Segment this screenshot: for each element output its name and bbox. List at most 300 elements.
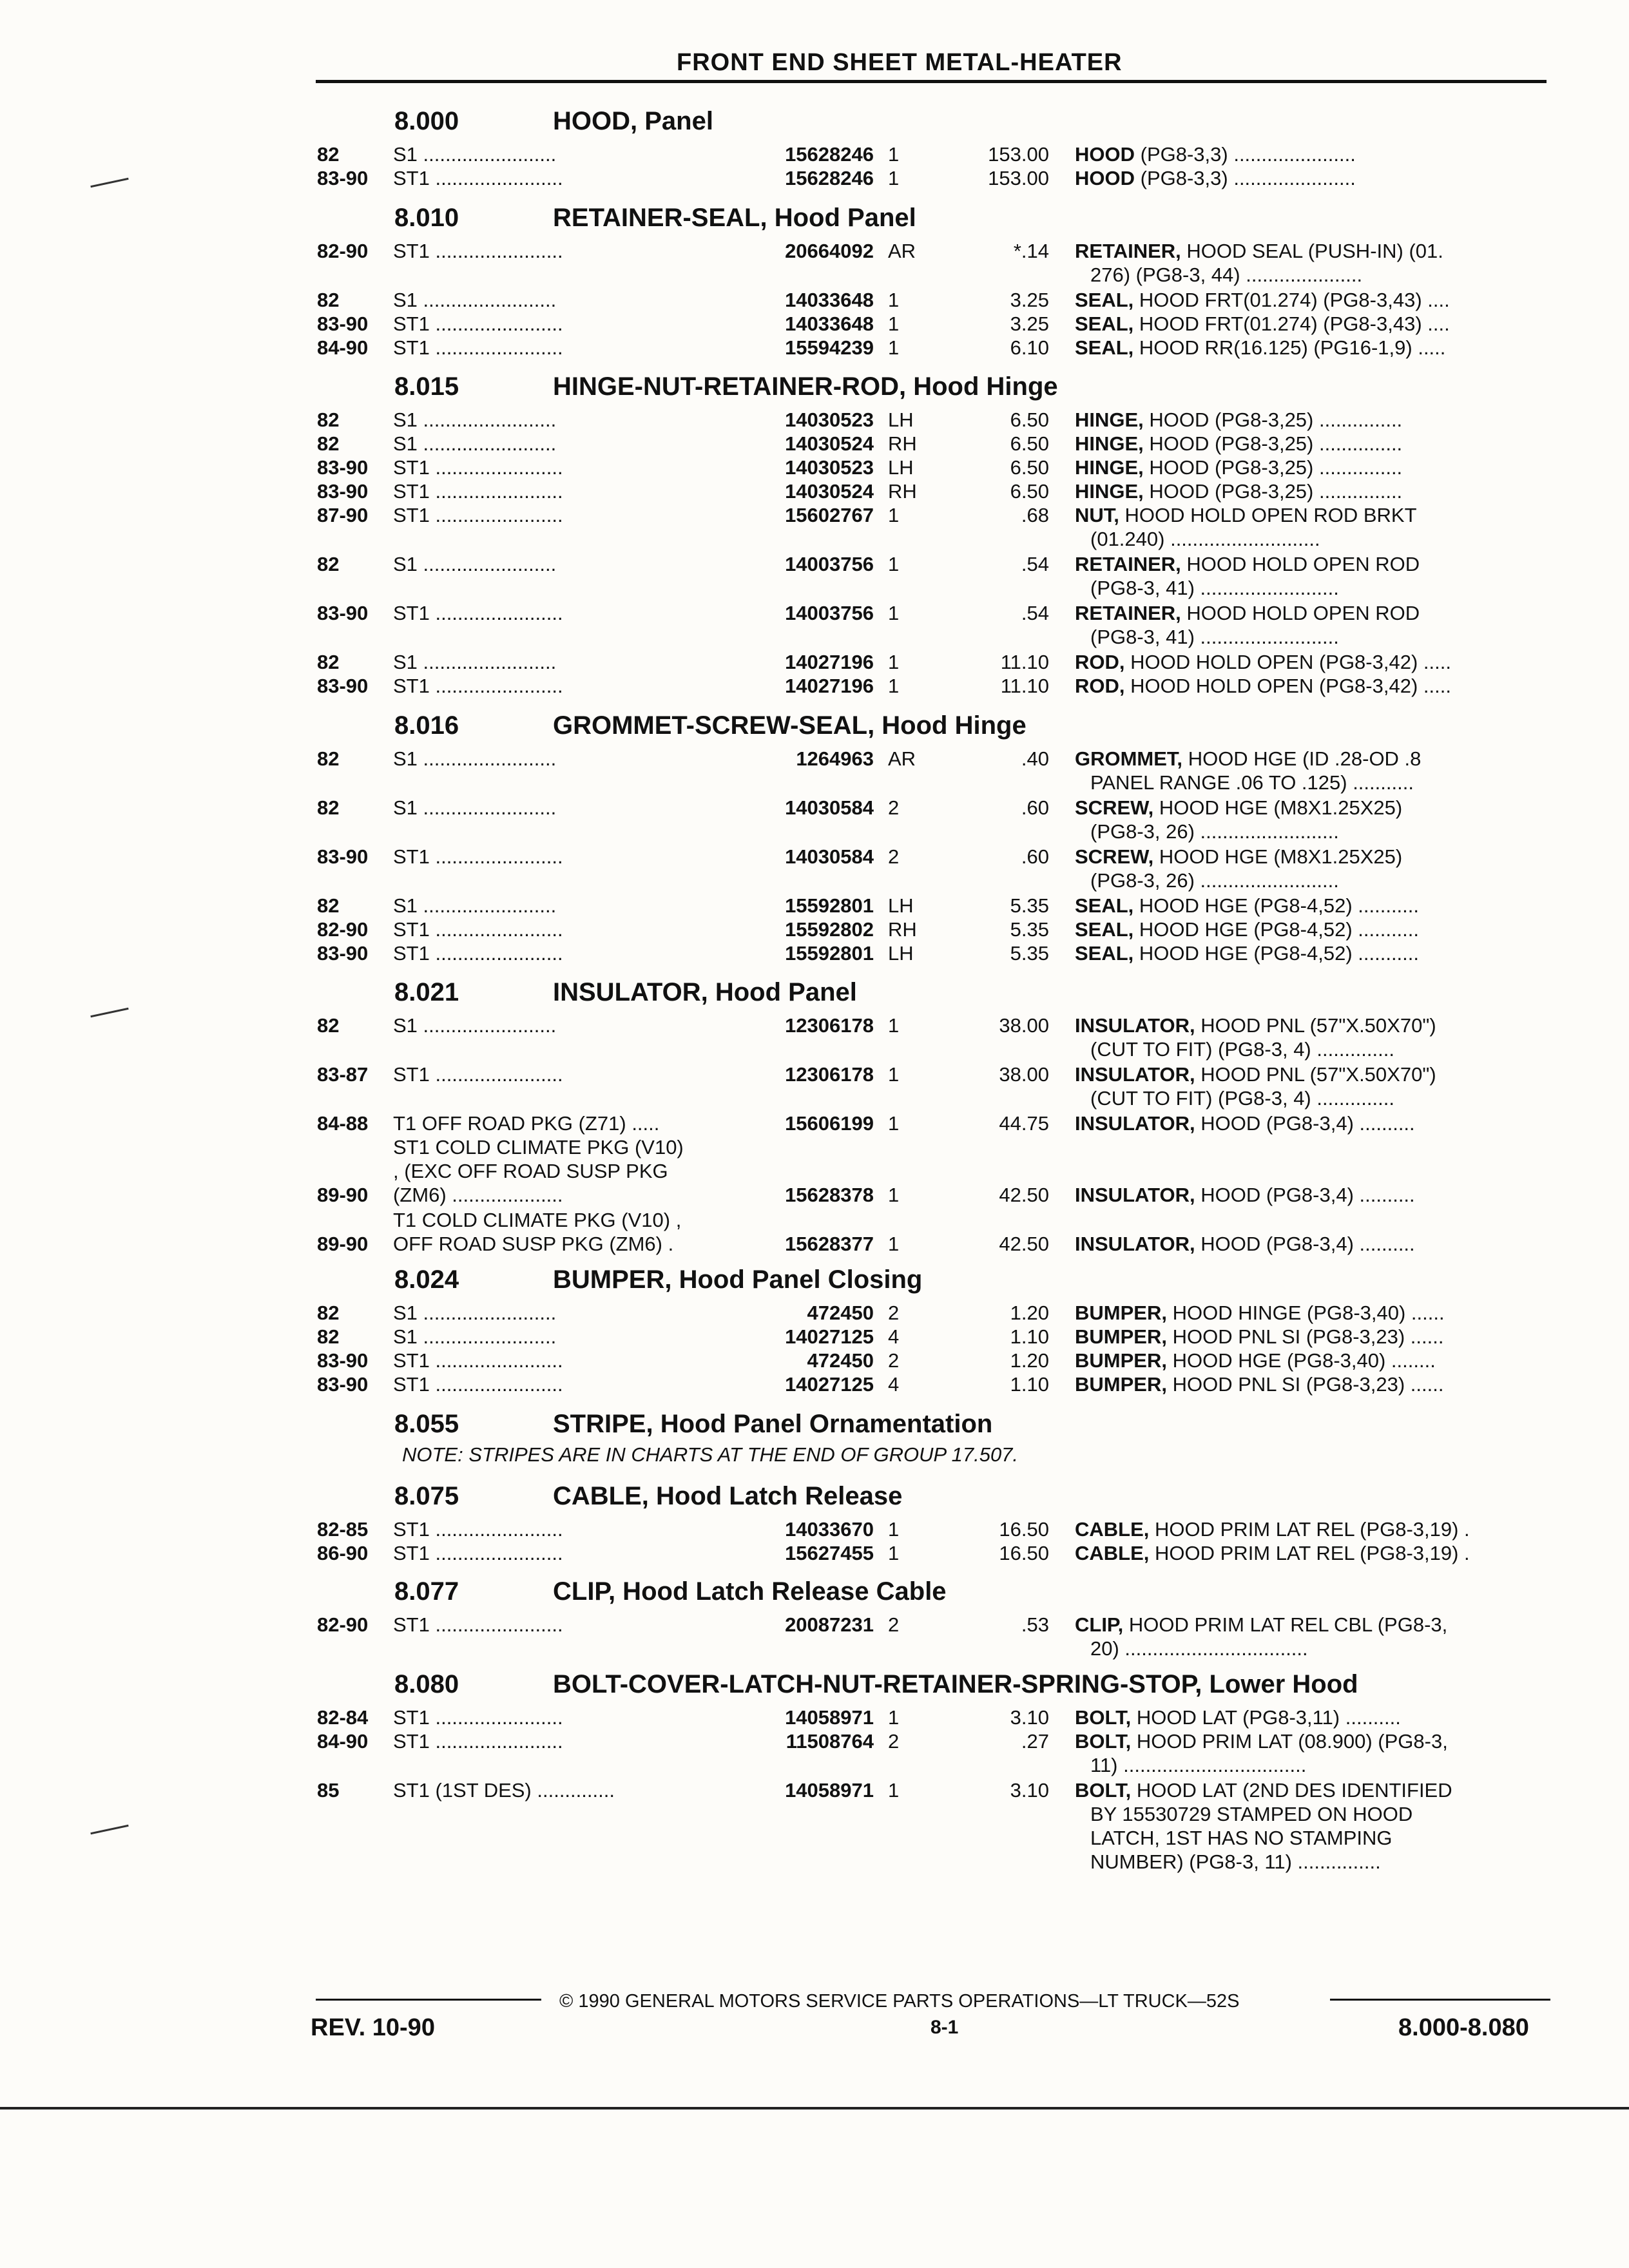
price: .53 [1021, 1613, 1049, 1636]
part-detail: HOOD PRIM LAT REL (PG8-3,19) . [1155, 1542, 1470, 1564]
price: 42.50 [999, 1233, 1049, 1255]
part-description [1075, 167, 1552, 190]
quantity: 1 [888, 1542, 900, 1564]
part-number: 14058971 [785, 1706, 874, 1729]
part-name: BOLT, [1075, 1779, 1132, 1802]
part-number: 14058971 [785, 1779, 874, 1802]
part-detail: HOOD HGE (M8X1.25X25) [1159, 845, 1403, 868]
row-line [0, 651, 1629, 675]
quantity: LH [888, 456, 914, 479]
row-line [0, 1209, 1629, 1233]
part-detail: HOOD (PG8-3,25) ............... [1149, 408, 1403, 431]
row-line [0, 1827, 1629, 1850]
quantity: 1 [888, 651, 900, 673]
quantity: 1 [888, 675, 900, 697]
part-name: INSULATOR, [1075, 1014, 1195, 1037]
part-detail: HOOD PRIM LAT REL CBL (PG8-3, [1128, 1613, 1448, 1636]
row-line [0, 1518, 1629, 1542]
part-name: RETAINER, [1075, 240, 1181, 262]
row-line [0, 264, 1629, 287]
parts-row [0, 651, 1629, 675]
quantity: 1 [888, 1779, 900, 1802]
part-name: INSULATOR, [1075, 1063, 1195, 1086]
part-detail: HOOD HOLD OPEN ROD [1186, 553, 1420, 575]
part-name: SEAL, [1075, 289, 1134, 311]
quantity: LH [888, 894, 914, 917]
part-detail: HOOD (PG8-3,25) ............... [1149, 456, 1403, 479]
model-code: S1 ........................ [393, 1325, 557, 1348]
price: 5.35 [1010, 942, 1049, 965]
copyright-text: © 1990 GENERAL MOTORS SERVICE PARTS OPERATIONS—LT TRUCK—52S [559, 1991, 1240, 2012]
model-code: ST1 ....................... [393, 480, 563, 503]
model-code: S1 ........................ [393, 553, 557, 575]
quantity: AR [888, 240, 916, 262]
part-name: BUMPER, [1075, 1325, 1167, 1348]
section-heading [0, 1667, 1629, 1704]
model-code: ST1 ....................... [393, 942, 563, 965]
page-title: FRONT END SHEET METAL-HEATER [677, 49, 1123, 76]
part-description [1075, 480, 1552, 503]
price: 38.00 [999, 1014, 1049, 1037]
row-line [0, 1850, 1629, 1874]
model-year: 82-85 [317, 1518, 369, 1541]
model-year: 83-90 [317, 167, 369, 189]
quantity: 2 [888, 845, 900, 868]
model-year: 84-90 [317, 1730, 369, 1753]
part-description [1075, 918, 1552, 941]
part-description [1075, 1302, 1552, 1325]
part-detail: HOOD PNL (57"X.50X70") [1200, 1063, 1436, 1086]
part-name: INSULATOR, [1075, 1112, 1195, 1135]
row-line [0, 820, 1629, 844]
quantity: 2 [888, 1613, 900, 1636]
part-number: 15628377 [785, 1233, 874, 1255]
row-line [0, 1542, 1629, 1566]
price: .60 [1021, 796, 1049, 819]
section-number: 8.077 [394, 1577, 459, 1606]
price: 6.50 [1010, 456, 1049, 479]
header-rule [316, 80, 1547, 83]
model-code: , (EXC OFF ROAD SUSP PKG [393, 1160, 668, 1182]
row-line [0, 1014, 1629, 1038]
row-line [0, 771, 1629, 795]
model-year: 82 [317, 747, 340, 770]
model-year: 82 [317, 1325, 340, 1348]
part-number: 15592802 [785, 918, 874, 941]
price: .40 [1021, 747, 1049, 770]
parts-row [0, 1325, 1629, 1349]
model-code: ST1 ....................... [393, 240, 563, 262]
part-detail: (PG8-3,3) ...................... [1140, 167, 1356, 189]
part-number: 15594239 [785, 336, 874, 359]
price: 38.00 [999, 1063, 1049, 1086]
section-number: 8.016 [394, 711, 459, 740]
part-description [1075, 1518, 1552, 1541]
part-name: RETAINER, [1075, 602, 1181, 624]
row-line [0, 894, 1629, 918]
row-line [0, 942, 1629, 966]
row-line [0, 1349, 1629, 1373]
row-line [0, 845, 1629, 869]
part-name: SEAL, [1075, 312, 1134, 335]
price: .60 [1021, 845, 1049, 868]
row-line [0, 602, 1629, 626]
part-detail: HOOD FRT(01.274) (PG8-3,43) .... [1139, 312, 1450, 335]
model-code: S1 ........................ [393, 289, 557, 311]
quantity: RH [888, 480, 917, 503]
price: 3.10 [1010, 1706, 1049, 1729]
part-detail: HOOD SEAL (PUSH-IN) (01. [1186, 240, 1443, 262]
part-detail: HOOD HOLD OPEN ROD [1186, 602, 1420, 624]
quantity: RH [888, 918, 917, 941]
part-detail: HOOD (PG8-3,4) .......... [1200, 1184, 1415, 1206]
row-line [0, 167, 1629, 191]
part-detail: HOOD HGE (M8X1.25X25) [1159, 796, 1403, 819]
price: .27 [1021, 1730, 1049, 1753]
price: 3.25 [1010, 312, 1049, 335]
section-title: HINGE-NUT-RETAINER-ROD, Hood Hinge [553, 372, 1058, 401]
parts-row [0, 1063, 1629, 1111]
part-detail: HOOD HGE (PG8-4,52) ........... [1139, 894, 1420, 917]
part-description-cont: 11) ................................. [1090, 1754, 1307, 1776]
row-line [0, 626, 1629, 649]
part-number: 14030584 [785, 845, 874, 868]
quantity: 4 [888, 1373, 900, 1396]
part-name: HINGE, [1075, 456, 1144, 479]
quantity: 1 [888, 1706, 900, 1729]
part-description-cont: 276) (PG8-3, 44) ..................... [1090, 264, 1363, 286]
part-detail: HOOD HGE (PG8-3,40) ........ [1172, 1349, 1436, 1372]
model-year: 82 [317, 289, 340, 311]
model-year: 87-90 [317, 504, 369, 526]
model-code: ST1 ....................... [393, 167, 563, 189]
part-description [1075, 1184, 1552, 1207]
quantity: 2 [888, 1302, 900, 1324]
part-number: 11508764 [786, 1730, 874, 1753]
parts-row [0, 289, 1629, 312]
model-code: ST1 ....................... [393, 336, 563, 359]
model-code: ST1 (1ST DES) .............. [393, 1779, 615, 1802]
row-line [0, 1233, 1629, 1256]
model-year: 82 [317, 1302, 340, 1324]
section-title: BUMPER, Hood Panel Closing [553, 1265, 923, 1294]
part-detail: HOOD HGE (PG8-4,52) ........... [1139, 918, 1420, 941]
section-heading [0, 1479, 1629, 1515]
quantity: 1 [888, 143, 900, 166]
model-year: 84-90 [317, 336, 369, 359]
part-description [1075, 1014, 1552, 1037]
model-code: OFF ROAD SUSP PKG (ZM6) . [393, 1233, 674, 1255]
model-code: S1 ........................ [393, 143, 557, 166]
row-line [0, 577, 1629, 601]
row-line [0, 1325, 1629, 1349]
row-line [0, 480, 1629, 504]
model-year: 83-90 [317, 1373, 369, 1396]
part-description [1075, 143, 1552, 166]
model-code: ST1 ....................... [393, 1613, 563, 1636]
part-detail: HOOD PRIM LAT (08.900) (PG8-3, [1136, 1730, 1448, 1753]
row-line [0, 336, 1629, 360]
part-description-cont: (CUT TO FIT) (PG8-3, 4) .............. [1090, 1038, 1394, 1061]
part-description-cont: (CUT TO FIT) (PG8-3, 4) .............. [1090, 1087, 1394, 1110]
model-year: 82 [317, 894, 340, 917]
section-title: INSULATOR, Hood Panel [553, 978, 857, 1006]
section-title: STRIPE, Hood Panel Ornamentation [553, 1410, 993, 1438]
row-line [0, 1184, 1629, 1207]
parts-row [0, 845, 1629, 893]
part-description [1075, 1730, 1552, 1753]
price: 44.75 [999, 1112, 1049, 1135]
row-line [0, 1038, 1629, 1062]
model-year: 82-90 [317, 240, 369, 262]
part-description [1075, 675, 1552, 698]
section-title: CLIP, Hood Latch Release Cable [553, 1577, 947, 1606]
model-code: ST1 ....................... [393, 1373, 563, 1396]
parts-row [0, 336, 1629, 360]
quantity: 1 [888, 336, 900, 359]
price: 3.25 [1010, 289, 1049, 311]
price: .54 [1021, 602, 1049, 624]
model-code: ST1 COLD CLIMATE PKG (V10) [393, 1136, 684, 1158]
parts-row [0, 1613, 1629, 1661]
row-line [0, 1087, 1629, 1111]
model-year: 82 [317, 432, 340, 455]
part-number: 14030524 [785, 480, 874, 503]
price: 42.50 [999, 1184, 1049, 1206]
part-detail: HOOD HOLD OPEN (PG8-3,42) ..... [1130, 675, 1451, 697]
part-name: ROD, [1075, 675, 1125, 697]
part-description [1075, 942, 1552, 965]
part-description [1075, 1112, 1552, 1135]
part-detail: HOOD HOLD OPEN (PG8-3,42) ..... [1130, 651, 1451, 673]
part-name: BUMPER, [1075, 1373, 1167, 1396]
model-year: 83-90 [317, 845, 369, 868]
parts-row [0, 456, 1629, 480]
row-line [0, 1302, 1629, 1325]
page-number: 8-1 [930, 2017, 959, 2038]
part-description [1075, 456, 1552, 479]
section-heading [0, 1407, 1629, 1443]
part-description-cont: 20) ................................. [1090, 1637, 1308, 1660]
part-description [1075, 602, 1552, 625]
model-code: ST1 ....................... [393, 1706, 563, 1729]
part-name: BOLT, [1075, 1706, 1132, 1729]
section-heading [0, 1575, 1629, 1611]
parts-row [0, 143, 1629, 167]
price: 6.50 [1010, 408, 1049, 431]
part-description [1075, 432, 1552, 456]
model-year: 83-90 [317, 312, 369, 335]
row-line [0, 1730, 1629, 1754]
section-title: HOOD, Panel [553, 107, 713, 135]
row-line [0, 553, 1629, 577]
section-number: 8.055 [394, 1410, 459, 1438]
model-code: ST1 ....................... [393, 845, 563, 868]
part-description-cont: (01.240) ........................... [1090, 528, 1320, 550]
part-name: SEAL, [1075, 336, 1134, 359]
part-detail: HOOD RR(16.125) (PG16-1,9) ..... [1139, 336, 1446, 359]
model-code: S1 ........................ [393, 1014, 557, 1037]
row-line [0, 432, 1629, 456]
part-detail: HOOD PRIM LAT REL (PG8-3,19) . [1155, 1518, 1470, 1541]
part-description [1075, 289, 1552, 312]
row-line [0, 240, 1629, 264]
part-number: 12306178 [785, 1014, 874, 1037]
part-number: 14027196 [785, 675, 874, 697]
part-description [1075, 408, 1552, 432]
model-year: 82 [317, 408, 340, 431]
row-line [0, 1803, 1629, 1827]
price: 1.20 [1010, 1349, 1049, 1372]
part-name: HINGE, [1075, 480, 1144, 503]
part-description [1075, 1349, 1552, 1372]
price: 16.50 [999, 1542, 1049, 1564]
model-code: S1 ........................ [393, 747, 557, 770]
section-note: NOTE: STRIPES ARE IN CHARTS AT THE END OF GROUP 17.507. [402, 1443, 1019, 1466]
section-heading [0, 709, 1629, 745]
row-line [0, 1779, 1629, 1803]
quantity: 1 [888, 1014, 900, 1037]
part-description-cont: NUMBER) (PG8-3, 11) ............... [1090, 1850, 1381, 1873]
parts-row [0, 312, 1629, 336]
model-code: ST1 ....................... [393, 1730, 563, 1753]
row-line [0, 456, 1629, 480]
model-year: 83-90 [317, 480, 369, 503]
quantity: 4 [888, 1325, 900, 1348]
parts-row [0, 1112, 1629, 1136]
parts-row [0, 1349, 1629, 1373]
part-name: SEAL, [1075, 918, 1134, 941]
parts-row [0, 1014, 1629, 1062]
price: 1.10 [1010, 1325, 1049, 1348]
footer-rule-right [1330, 1999, 1550, 2001]
quantity: LH [888, 408, 914, 431]
part-name: ROD, [1075, 651, 1125, 673]
model-code: ST1 ....................... [393, 918, 563, 941]
part-name: SCREW, [1075, 796, 1154, 819]
part-description [1075, 553, 1552, 576]
section-title: CABLE, Hood Latch Release [553, 1482, 903, 1510]
part-number: 1264963 [796, 747, 874, 770]
part-number: 14027125 [785, 1373, 874, 1396]
part-number: 15602767 [785, 504, 874, 526]
parts-row [0, 602, 1629, 649]
model-year: 82 [317, 796, 340, 819]
row-line [0, 504, 1629, 528]
part-number: 14030524 [785, 432, 874, 455]
price: 6.50 [1010, 480, 1049, 503]
parts-row [0, 675, 1629, 698]
quantity: LH [888, 942, 914, 965]
row-line [0, 675, 1629, 698]
quantity: 1 [888, 1112, 900, 1135]
part-detail: HOOD (PG8-3,4) .......... [1200, 1233, 1415, 1255]
model-code: ST1 ....................... [393, 602, 563, 624]
part-name: NUT, [1075, 504, 1119, 526]
row-line [0, 1613, 1629, 1637]
quantity: 1 [888, 289, 900, 311]
model-code: ST1 ....................... [393, 504, 563, 526]
model-code: ST1 ....................... [393, 675, 563, 697]
part-number: 15628378 [785, 1184, 874, 1206]
part-number: 14030523 [785, 456, 874, 479]
row-line [0, 918, 1629, 942]
model-code: ST1 ....................... [393, 1349, 563, 1372]
quantity: RH [888, 432, 917, 455]
part-description-cont: (PG8-3, 41) ......................... [1090, 626, 1339, 648]
part-detail: HOOD PNL (57"X.50X70") [1200, 1014, 1436, 1037]
price: 6.50 [1010, 432, 1049, 455]
section-number: 8.024 [394, 1265, 459, 1294]
model-year: 83-87 [317, 1063, 369, 1086]
part-description-cont: (PG8-3, 26) ......................... [1090, 820, 1339, 843]
part-description-cont: LATCH, 1ST HAS NO STAMPING [1090, 1827, 1393, 1849]
quantity: 1 [888, 602, 900, 624]
part-description [1075, 796, 1552, 820]
model-code: S1 ........................ [393, 894, 557, 917]
footer-rule-left [316, 1999, 541, 2001]
part-name: SEAL, [1075, 942, 1134, 965]
price: 6.10 [1010, 336, 1049, 359]
part-name: BUMPER, [1075, 1349, 1167, 1372]
model-year: 86-90 [317, 1542, 369, 1564]
quantity: 1 [888, 1184, 900, 1206]
part-number: 15628246 [785, 143, 874, 166]
part-description-cont: (PG8-3, 26) ......................... [1090, 869, 1339, 892]
section-number: 8.015 [394, 372, 459, 401]
part-description [1075, 1233, 1552, 1256]
part-number: 14033648 [785, 312, 874, 335]
part-detail: HOOD (PG8-3,25) ............... [1149, 480, 1403, 503]
part-name: HOOD [1075, 167, 1135, 189]
part-name: GROMMET, [1075, 747, 1183, 770]
part-name: SCREW, [1075, 845, 1154, 868]
quantity: 1 [888, 1233, 900, 1255]
part-number: 472450 [807, 1349, 874, 1372]
part-number: 14030523 [785, 408, 874, 431]
model-year: 83-90 [317, 942, 369, 965]
part-name: INSULATOR, [1075, 1184, 1195, 1206]
part-name: INSULATOR, [1075, 1233, 1195, 1255]
model-year: 83-90 [317, 602, 369, 624]
parts-row [0, 894, 1629, 918]
price: .68 [1021, 504, 1049, 526]
row-line [0, 1136, 1629, 1160]
row-line [0, 796, 1629, 820]
section-heading [0, 201, 1629, 237]
part-number: 14027196 [785, 651, 874, 673]
model-code: T1 COLD CLIMATE PKG (V10) , [393, 1209, 682, 1231]
row-line [0, 1637, 1629, 1661]
section-number: 8.075 [394, 1482, 459, 1510]
row-line [0, 1754, 1629, 1778]
section-title: RETAINER-SEAL, Hood Panel [553, 204, 916, 232]
row-line [0, 289, 1629, 312]
model-year: 82-90 [317, 1613, 369, 1636]
part-number: 14030584 [785, 796, 874, 819]
part-number: 15606199 [785, 1112, 874, 1135]
quantity: 1 [888, 1063, 900, 1086]
part-name: BUMPER, [1075, 1302, 1167, 1324]
part-description [1075, 651, 1552, 674]
price: 11.10 [1000, 651, 1049, 673]
part-number: 12306178 [785, 1063, 874, 1086]
part-description [1075, 1706, 1552, 1729]
parts-row [0, 167, 1629, 191]
price: 3.10 [1010, 1779, 1049, 1802]
part-number: 15627455 [785, 1542, 874, 1564]
model-code: S1 ........................ [393, 432, 557, 455]
